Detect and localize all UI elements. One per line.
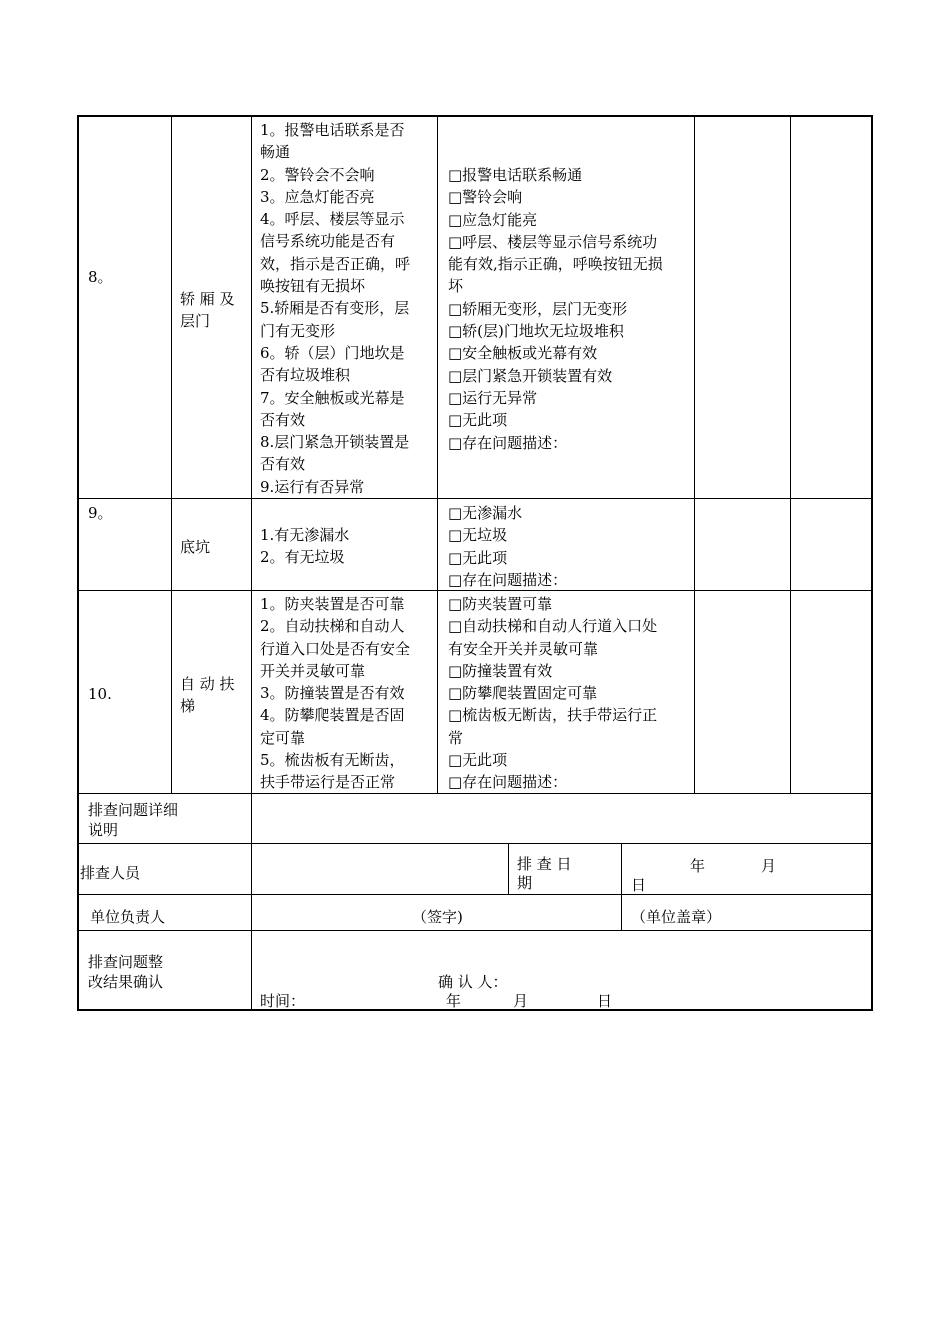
time-day: 日 [597,992,613,1010]
check-results: □防夹装置可靠 □自动扶梯和自动人行道入口处 有安全开关并灵敏可靠 □防撞装置有效 □防攀爬装置固定可靠 □梳齿板无断齿，扶手带运行正 常 □无此项 □存在问题描述： [448,595,658,792]
signature-field: （签字) [412,908,463,926]
col-divider [251,115,252,1011]
col-divider [437,115,438,793]
inspector-label: 排查人员 [80,864,141,882]
area-name: 自 动 扶 梯 [180,675,235,715]
time-month: 月 [513,992,529,1010]
time-year: 年 [446,992,462,1010]
area-name: 底坑 [180,538,211,556]
col-divider [790,115,791,793]
row-number: 10. [88,685,112,703]
row-divider [77,498,873,499]
col-divider [694,115,695,793]
inspection-date-label: 排 查 日 期 [517,855,572,892]
row-divider [77,930,873,931]
check-items: 1。报警电话联系是否 畅通 2。警铃会不会响 3。应急灯能否亮 4。呼层、楼层等显示 信号系统功能是否有 效，指示是否正确，呼 唤按钮有无损坏 5.轿厢是否有变形，层 门有无变形 6。轿（层）门地坎是 否有垃圾堆积 7。安全触板或光幕是 否有效 8.层门紧急开锁装置是 否有效 9.运行有否异常 [260,121,411,496]
date-day: 日 [631,876,647,894]
unit-head-label: 单位负责人 [90,908,166,926]
row-number: 9。 [88,504,113,522]
row-number: 8。 [88,268,113,286]
confirmer-label: 确 认 人： [438,973,508,991]
check-items: 1。防夹装置是否可靠 2。自动扶梯和自动人 行道入口处是否有安全 开关并灵敏可靠 3。防撞装置是否有效 4。防攀爬装置是否固 定可靠 5。梳齿板有无断齿， 扶手带运行是否正常 [260,595,411,792]
time-label: 时间： [260,992,306,1010]
col-divider [508,843,509,894]
check-results: □报警电话联系畅通 □警铃会响 □应急灯能亮 □呼层、楼层等显示信号系统功 能有效,指示正确，呼唤按钮无损 坏 □轿厢无变形，层门无变形 □轿(层)门地坎无垃圾堆积 □安全触板或光幕有效 □层门紧急开锁装置有效 □运行无异常 □无此项 □存在问题描述： [448,166,663,452]
problem-detail-label: 排查问题详细 说明 [88,801,179,839]
area-name: 轿 厢 及 层门 [180,290,235,330]
col-divider [171,115,172,793]
unit-seal-field: （单位盖章） [631,908,722,926]
date-year: 年 [690,857,706,875]
check-results: □无渗漏水 □无垃圾 □无此项 □存在问题描述： [448,504,568,589]
check-items: 1.有无渗漏水 2。有无垃圾 [260,526,350,567]
date-month: 月 [761,857,777,875]
col-divider [621,843,622,930]
row-divider [77,894,873,895]
rectify-confirm-label: 排查问题整 改结果确认 [88,953,164,991]
row-divider [77,843,873,844]
